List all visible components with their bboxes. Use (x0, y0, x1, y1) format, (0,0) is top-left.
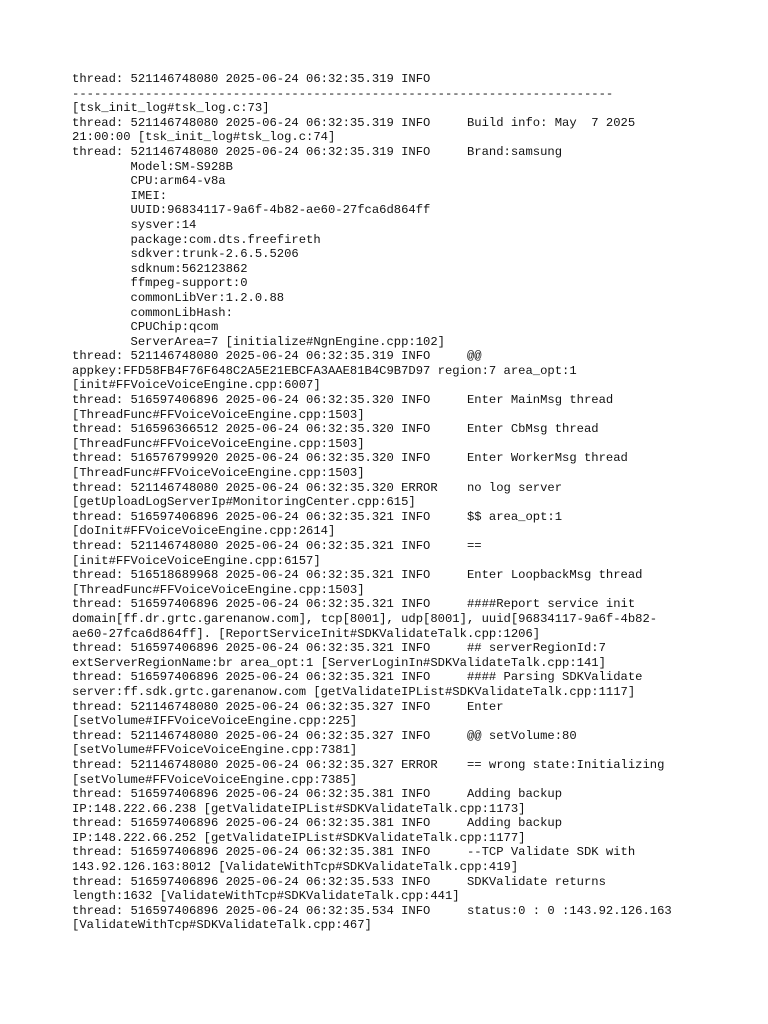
log-line: thread: 521146748080 2025-06-24 06:32:35.319 INFO Build info: May 7 2025 (72, 115, 636, 130)
log-line: IMEI: (72, 188, 168, 203)
log-line: thread: 516596366512 2025-06-24 06:32:35.320 INFO Enter CbMsg thread (72, 422, 599, 437)
log-line: extServerRegionName:br area_opt:1 [ServerLoginIn#SDKValidateTalk.cpp:141] (72, 655, 606, 670)
log-line: [tsk_init_log#tsk_log.c:73] (72, 101, 270, 116)
log-line: ffmpeg-support:0 (72, 276, 248, 291)
log-line: [init#FFVoiceVoiceEngine.cpp:6157] (72, 553, 321, 568)
log-line: thread: 521146748080 2025-06-24 06:32:35.321 INFO == (72, 539, 482, 553)
log-line: thread: 516597406896 2025-06-24 06:32:35.321 INFO #### Parsing SDKValidate (72, 670, 643, 685)
log-line: [setVolume#IFFVoiceVoiceEngine.cpp:225] (72, 714, 358, 729)
log-line: thread: 516597406896 2025-06-24 06:32:35.534 INFO status:0 : 0 :143.92.126.163 (72, 903, 672, 918)
log-line: [ThreadFunc#FFVoiceVoiceEngine.cpp:1503] (72, 407, 365, 422)
log-line: commonLibVer:1.2.0.88 (72, 290, 285, 305)
log-line: appkey:FFD58FB4F76F648C2A5E21EBCFA3AAE81B4C9B7D97 region:7 area_opt:1 (72, 363, 577, 378)
log-line: thread: 521146748080 2025-06-24 06:32:35.320 ERROR no log server (72, 480, 563, 495)
log-line: thread: 521146748080 2025-06-24 06:32:35.327 INFO @@ setVolume:80 (72, 728, 577, 743)
log-text-block (72, 72, 712, 933)
log-line: CPUChip:qcom (72, 320, 219, 335)
log-line: thread: 521146748080 2025-06-24 06:32:35.319 INFO @@ (72, 349, 482, 364)
log-line: [getUploadLogServerIp#MonitoringCenter.cpp:615] (72, 495, 416, 510)
log-line: thread: 516597406896 2025-06-24 06:32:35.321 INFO ## serverRegionId:7 (72, 641, 606, 656)
log-line: 21:00:00 [tsk_init_log#tsk_log.c:74] (72, 130, 336, 145)
log-line: ae60-27fca6d864ff]. [ReportServiceInit#SDKValidateTalk.cpp:1206] (72, 626, 541, 641)
log-line: [setVolume#FFVoiceVoiceEngine.cpp:7381] (72, 743, 358, 758)
log-line: commonLibHash: (72, 305, 233, 320)
log-line: thread: 516597406896 2025-06-24 06:32:35.381 INFO --TCP Validate SDK with (72, 845, 636, 860)
log-line: thread: 516597406896 2025-06-24 06:32:35.381 INFO Adding backup (72, 816, 563, 831)
log-line: [ThreadFunc#FFVoiceVoiceEngine.cpp:1503] (72, 582, 365, 597)
log-line: thread: 521146748080 2025-06-24 06:32:35.319 INFO (72, 72, 431, 86)
log-line: thread: 521146748080 2025-06-24 06:32:35.327 INFO Enter (72, 699, 504, 714)
log-line: thread: 516597406896 2025-06-24 06:32:35.320 INFO Enter MainMsg thread (72, 393, 614, 408)
log-line: IP:148.222.66.238 [getValidateIPList#SDKValidateTalk.cpp:1173] (72, 801, 526, 816)
log-line: IP:148.222.66.252 [getValidateIPList#SDKValidateTalk.cpp:1177] (72, 830, 526, 845)
log-line: sdknum:562123862 (72, 261, 248, 276)
log-line: package:com.dts.freefireth (72, 232, 321, 247)
log-line: ServerArea=7 [initialize#NgnEngine.cpp:102] (72, 334, 445, 349)
log-line: thread: 516597406896 2025-06-24 06:32:35.533 INFO SDKValidate returns (72, 874, 606, 889)
log-line: [init#FFVoiceVoiceEngine.cpp:6007] (72, 378, 321, 393)
log-line: thread: 516597406896 2025-06-24 06:32:35.321 INFO $$ area_opt:1 (72, 509, 563, 524)
log-line: thread: 516597406896 2025-06-24 06:32:35.381 INFO Adding backup (72, 787, 563, 802)
log-line: [ValidateWithTcp#SDKValidateTalk.cpp:467] (72, 918, 372, 933)
log-line: [setVolume#FFVoiceVoiceEngine.cpp:7385] (72, 772, 358, 787)
log-line: UUID:96834117-9a6f-4b82-ae60-27fca6d864ff (72, 203, 431, 218)
log-line: domain[ff.dr.grtc.garenanow.com], tcp[8001], udp[8001], uuid[96834117-9a6f-4b82- (72, 611, 658, 626)
log-line: thread: 521146748080 2025-06-24 06:32:35.319 INFO Brand:samsung (72, 144, 563, 159)
log-line: CPU:arm64-v8a (72, 174, 226, 189)
log-line: thread: 516518689968 2025-06-24 06:32:35.321 INFO Enter LoopbackMsg thread (72, 568, 643, 583)
log-line: sdkver:trunk-2.6.5.5206 (72, 247, 299, 262)
log-line: length:1632 [ValidateWithTcp#SDKValidateTalk.cpp:441] (72, 889, 460, 904)
log-line: -------------------------------------------------------------------------- (72, 86, 614, 101)
log-line: 143.92.126.163:8012 [ValidateWithTcp#SDKValidateTalk.cpp:419] (72, 860, 519, 875)
log-line: thread: 521146748080 2025-06-24 06:32:35.327 ERROR == wrong state:Initializing (72, 757, 665, 772)
log-line: [ThreadFunc#FFVoiceVoiceEngine.cpp:1503] (72, 436, 365, 451)
log-line: [doInit#FFVoiceVoiceEngine.cpp:2614] (72, 524, 336, 539)
log-line: thread: 516597406896 2025-06-24 06:32:35.321 INFO ####Report service init (72, 597, 636, 612)
log-line: server:ff.sdk.grtc.garenanow.com [getValidateIPList#SDKValidateTalk.cpp:1117] (72, 684, 636, 699)
log-line: [ThreadFunc#FFVoiceVoiceEngine.cpp:1503] (72, 466, 365, 481)
log-line: thread: 516576799920 2025-06-24 06:32:35.320 INFO Enter WorkerMsg thread (72, 451, 628, 466)
log-line: sysver:14 (72, 217, 197, 232)
log-line: Model:SM-S928B (72, 159, 233, 174)
